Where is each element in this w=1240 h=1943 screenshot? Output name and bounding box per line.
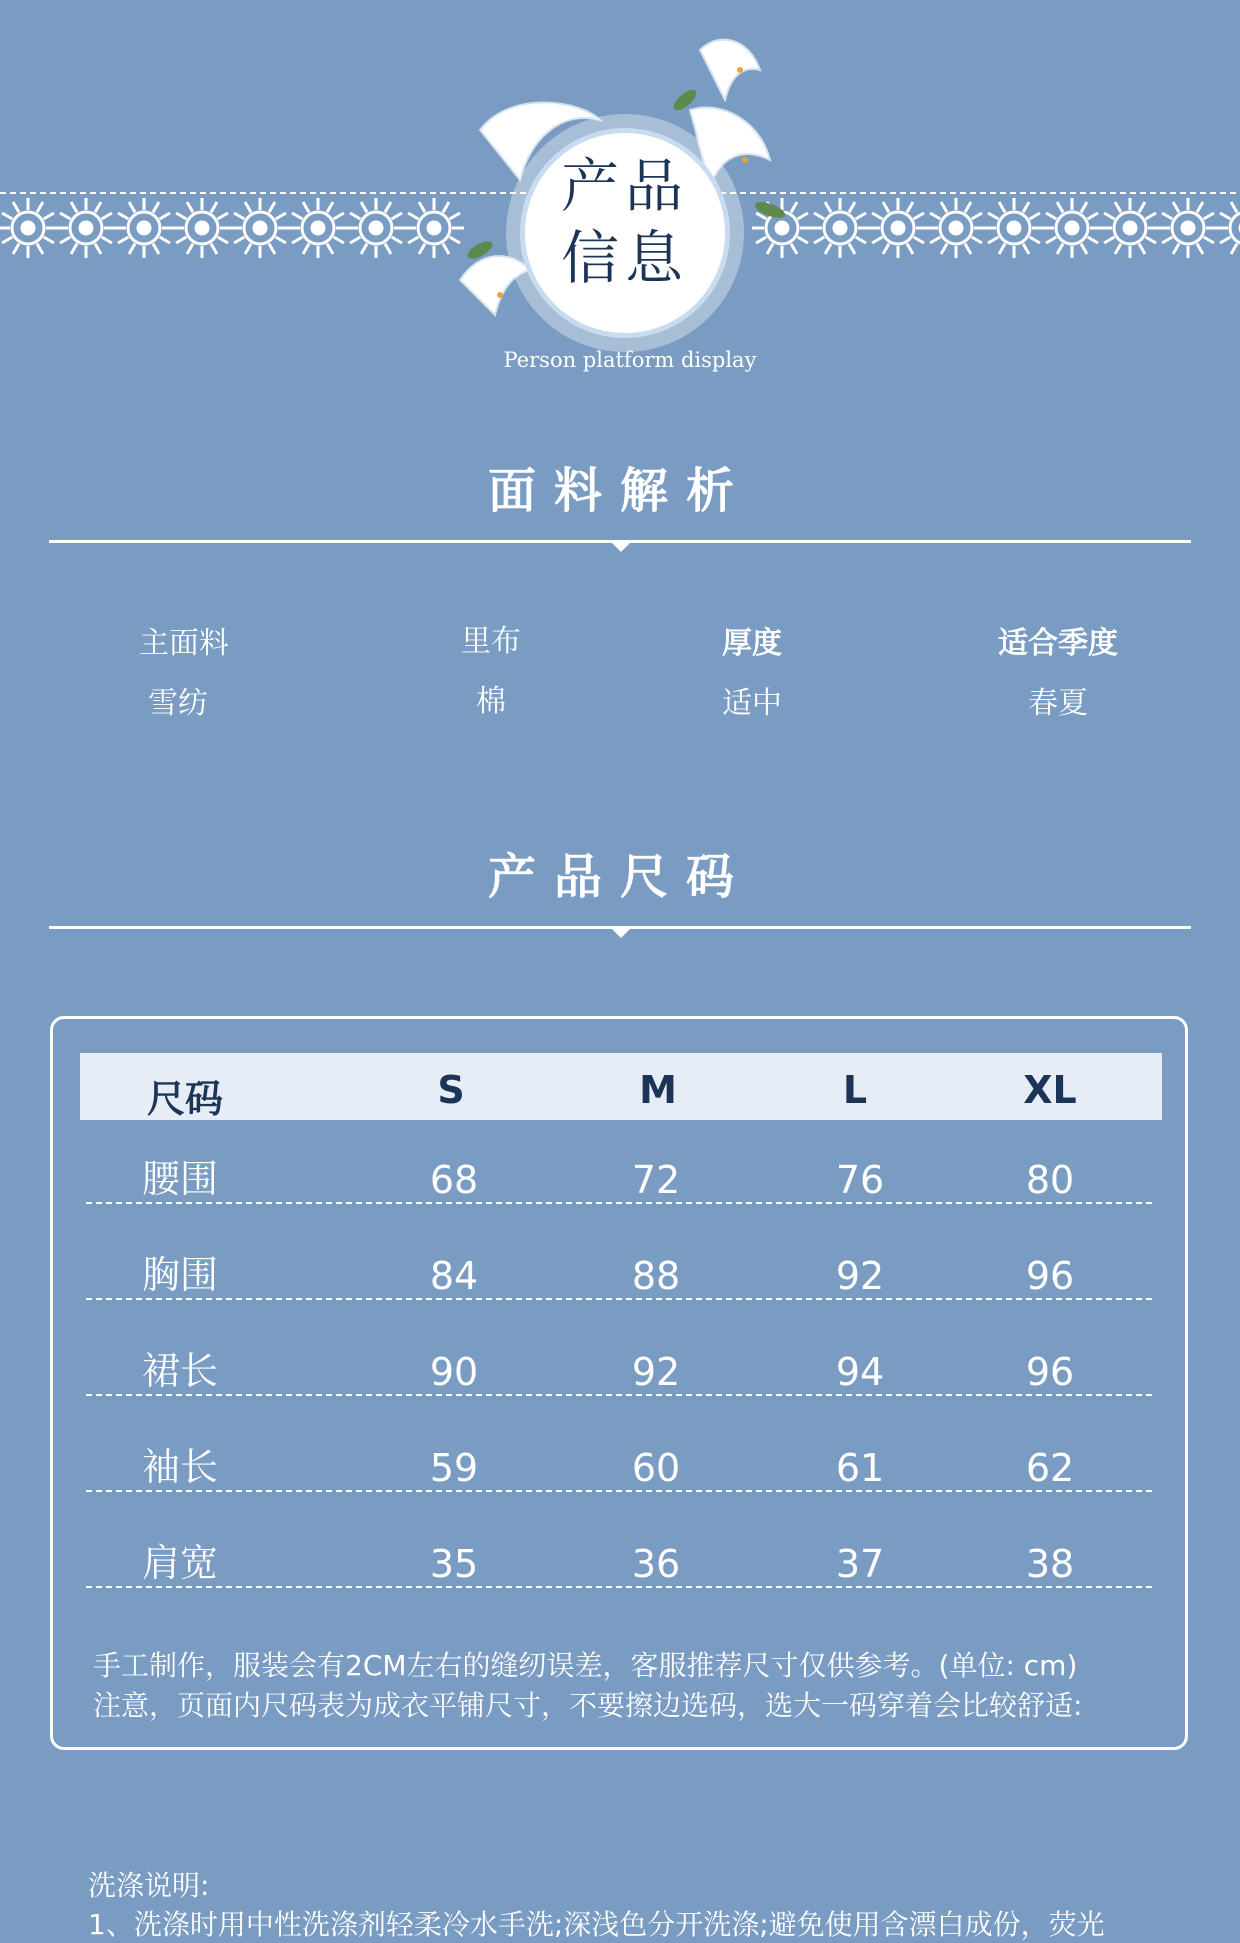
size-note-line2: 注意，页面内尺码表为成衣平铺尺寸，不要擦边选码，选大一码穿着会比较舒适: (93, 1689, 1083, 1722)
fabric-divider-arrow (612, 543, 630, 552)
size-col-header-label: 尺码 (146, 1077, 223, 1121)
table-cell: 62 (1025, 1446, 1075, 1490)
table-row-label-sleeve: 袖长 (141, 1445, 218, 1489)
table-cell: 36 (631, 1542, 681, 1586)
table-cell: 76 (835, 1158, 885, 1202)
table-cell: 35 (429, 1542, 479, 1586)
fabric-label-main: 主面料 (139, 626, 229, 661)
size-note-line1: 手工制作，服装会有2CM左右的缝纫误差，客服推荐尺寸仅供参考。(单位: cm) (93, 1649, 1078, 1682)
size-col-header-s: S (437, 1068, 465, 1112)
table-cell: 59 (429, 1446, 479, 1490)
fabric-value-season: 春夏 (1028, 686, 1088, 721)
header-subtitle: Person platform display (503, 348, 757, 372)
size-col-header-xl: XL (1023, 1068, 1077, 1112)
table-cell: 61 (835, 1446, 885, 1490)
table-cell: 84 (429, 1254, 479, 1298)
badge-title-line1: 产品 (560, 152, 689, 220)
table-cell: 88 (631, 1254, 681, 1298)
table-cell: 92 (835, 1254, 885, 1298)
wash-line1: 1、洗涤时用中性洗涤剂轻柔冷水手洗;深浅色分开洗涤;避免使用含漂白成份，荧光 (88, 1908, 1105, 1941)
row-divider (86, 1490, 1152, 1492)
table-cell: 37 (835, 1542, 885, 1586)
fabric-value-lining: 棉 (476, 684, 506, 719)
fabric-label-lining: 里布 (461, 624, 521, 659)
fabric-section-title: 面料解析 (487, 463, 752, 519)
table-row-label-skirt-length: 裙长 (141, 1349, 218, 1393)
table-cell: 80 (1025, 1158, 1075, 1202)
table-cell: 92 (631, 1350, 681, 1394)
row-divider (86, 1298, 1152, 1300)
size-col-header-l: L (842, 1068, 868, 1112)
table-cell: 94 (835, 1350, 885, 1394)
size-section-title: 产品尺码 (487, 849, 752, 905)
row-divider (86, 1586, 1152, 1588)
size-divider-arrow (612, 929, 630, 938)
table-cell: 96 (1025, 1254, 1075, 1298)
table-row-label-shoulder: 肩宽 (141, 1541, 218, 1585)
size-col-header-m: M (639, 1068, 677, 1112)
fabric-value-main: 雪纺 (148, 686, 208, 721)
badge-title (520, 150, 730, 294)
table-cell: 90 (429, 1350, 479, 1394)
fabric-value-thickness: 适中 (722, 686, 782, 721)
table-row-label-chest: 胸围 (141, 1253, 218, 1297)
table-cell: 38 (1025, 1542, 1075, 1586)
row-divider (86, 1202, 1152, 1204)
fabric-label-thickness: 厚度 (722, 626, 782, 661)
row-divider (86, 1394, 1152, 1396)
table-row-label-waist: 腰围 (141, 1157, 218, 1201)
badge-title-line2: 信息 (560, 224, 689, 292)
table-cell: 68 (429, 1158, 479, 1202)
table-cell: 96 (1025, 1350, 1075, 1394)
wash-title: 洗涤说明: (88, 1869, 210, 1902)
fabric-label-season: 适合季度 (998, 626, 1118, 661)
table-cell: 60 (631, 1446, 681, 1490)
table-cell: 72 (631, 1158, 681, 1202)
